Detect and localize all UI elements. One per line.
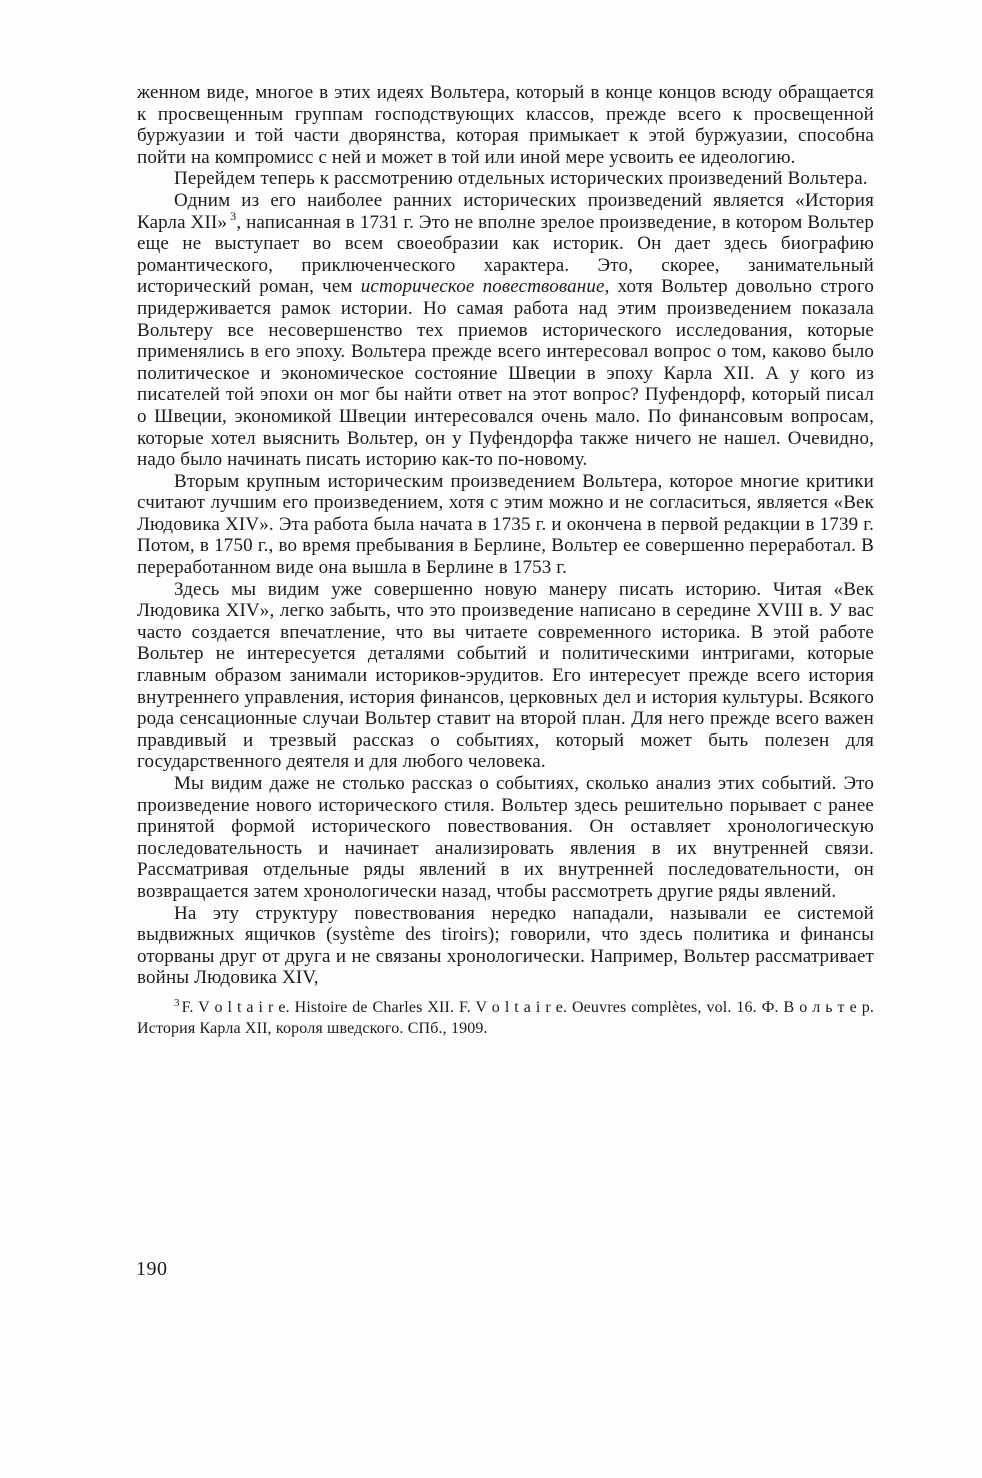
footnote-reference: 3	[230, 209, 237, 224]
paragraph	[137, 190, 874, 471]
paragraph-text: женном виде, многое в этих идеях Вольтера, который в конце концов всюду обращается к просвещенным группам господствующих классов, прежде всего к просвещенной буржуазии и той части дворянства, которая примыкает к этой буржуазии, способна пойти на компромисс с ней и может в той или иной мере усвоить ее идеологию.	[137, 82, 874, 168]
italic-phrase: историческое повествование	[360, 276, 605, 298]
footnote-marker: 3	[174, 996, 180, 1009]
paragraph	[137, 82, 874, 168]
paragraph-text: На эту структуру повествования нередко нападали, называли ее системой выдвижных ящичков (système des tiroirs); говорили, что здесь политика и финансы оторваны друг от друга и не связаны хронологически. Например, Вольтер рассматривает войны Людовика XIV,	[137, 902, 874, 989]
paragraph	[137, 903, 874, 989]
paragraph-text: Здесь мы видим уже совершенно новую манеру писать историю. Читая «Век Людовика XIV», легко забыть, что это произведение написано в середине XVIII в. У вас часто создается впечатление, что вы читаете современного историка. В этой работе Вольтер не интересуется деталями событий и политическими интригами, которые главным образом занимали историков-эрудитов. Его интересует прежде всего история внутреннего управления, история финансов, церковных дел и история культуры. Всякого рода сенсационные случаи Вольтер ставит на второй план. Для него прежде всего важен правдивый и трезвый рассказ о событиях, который может быть полезен для государственного деятеля и для любого человека.	[137, 578, 874, 773]
paragraph-text: Одним из его наиболее ранних исторических произведений является «История Карла XII»	[137, 189, 874, 233]
paragraph-text: Мы видим даже не столько рассказ о событиях, сколько анализ этих событий. Это произведение нового исторического стиля. Вольтер здесь решительно порывает с ранее принятой формой исторического повествования. Он оставляет хронологическую последовательность и начинает анализировать явления в их внутренней связи. Рассматривая отдельные ряды явлений в их внутренней последовательности, он возвращается затем хронологически назад, чтобы рассмотреть другие ряды явлений.	[137, 773, 874, 902]
paragraph-text: Перейдем теперь к рассмотрению отдельных исторических произведений Вольтера.	[174, 168, 868, 190]
paragraph-text: Вторым крупным историческим произведением Вольтера, которое многие критики считают лучшим его произведением, хотя с этим можно и не согласиться, является «Век Людовика XIV». Эта работа была начата в 1735 г. и окончена в первой редакции в 1739 г. Потом, в 1750 г., во время пребывания в Берлине, Вольтер ее совершенно переработал. В переработанном виде она вышла в Берлине в 1753 г.	[137, 470, 874, 579]
paragraph-text: , написанная в 1731 г. Это не вполне зрелое произведение, в котором Вольтер еще не выступает во всем своеобразии как историк. Он дает здесь биографию романтического, приключенческого характера. Это, скорее, занимательный исторический роман, чем	[137, 211, 875, 298]
page-text	[137, 82, 874, 1039]
paragraph	[137, 168, 874, 190]
paragraph	[137, 579, 874, 773]
paragraph	[137, 471, 874, 579]
footnote	[137, 997, 874, 1039]
paragraph-text: , хотя Вольтер довольно строго придерживается рамок истории. Но самая работа над этим произведением показала Вольтеру все несовершенство тех приемов исторического исследования, которые применялись в его эпоху. Вольтера прежде всего интересовал вопрос о том, каково было политическое и экономическое состояние Швеции в эпоху Карла XII. А у кого из писателей той эпохи он мог бы найти ответ на этот вопрос? Пуфендорф, который писал о Швеции, экономикой Швеции интересовался очень мало. По финансовым вопросам, которые хотел выяснить Вольтер, он у Пуфендорфа также ничего не нашел. Очевидно, надо было начинать писать историю как-то по-новому.	[137, 276, 875, 471]
paragraph	[137, 773, 874, 903]
page-number: 190	[136, 1258, 168, 1280]
footnote-text: F. V o l t a i r e. Histoire de Charles XII. F. V o l t a i r e. Oeuvres complètes, vol. 16. Ф. В о л ь т е р. История Карла XII, короля шведского. СПб., 1909.	[137, 998, 874, 1037]
